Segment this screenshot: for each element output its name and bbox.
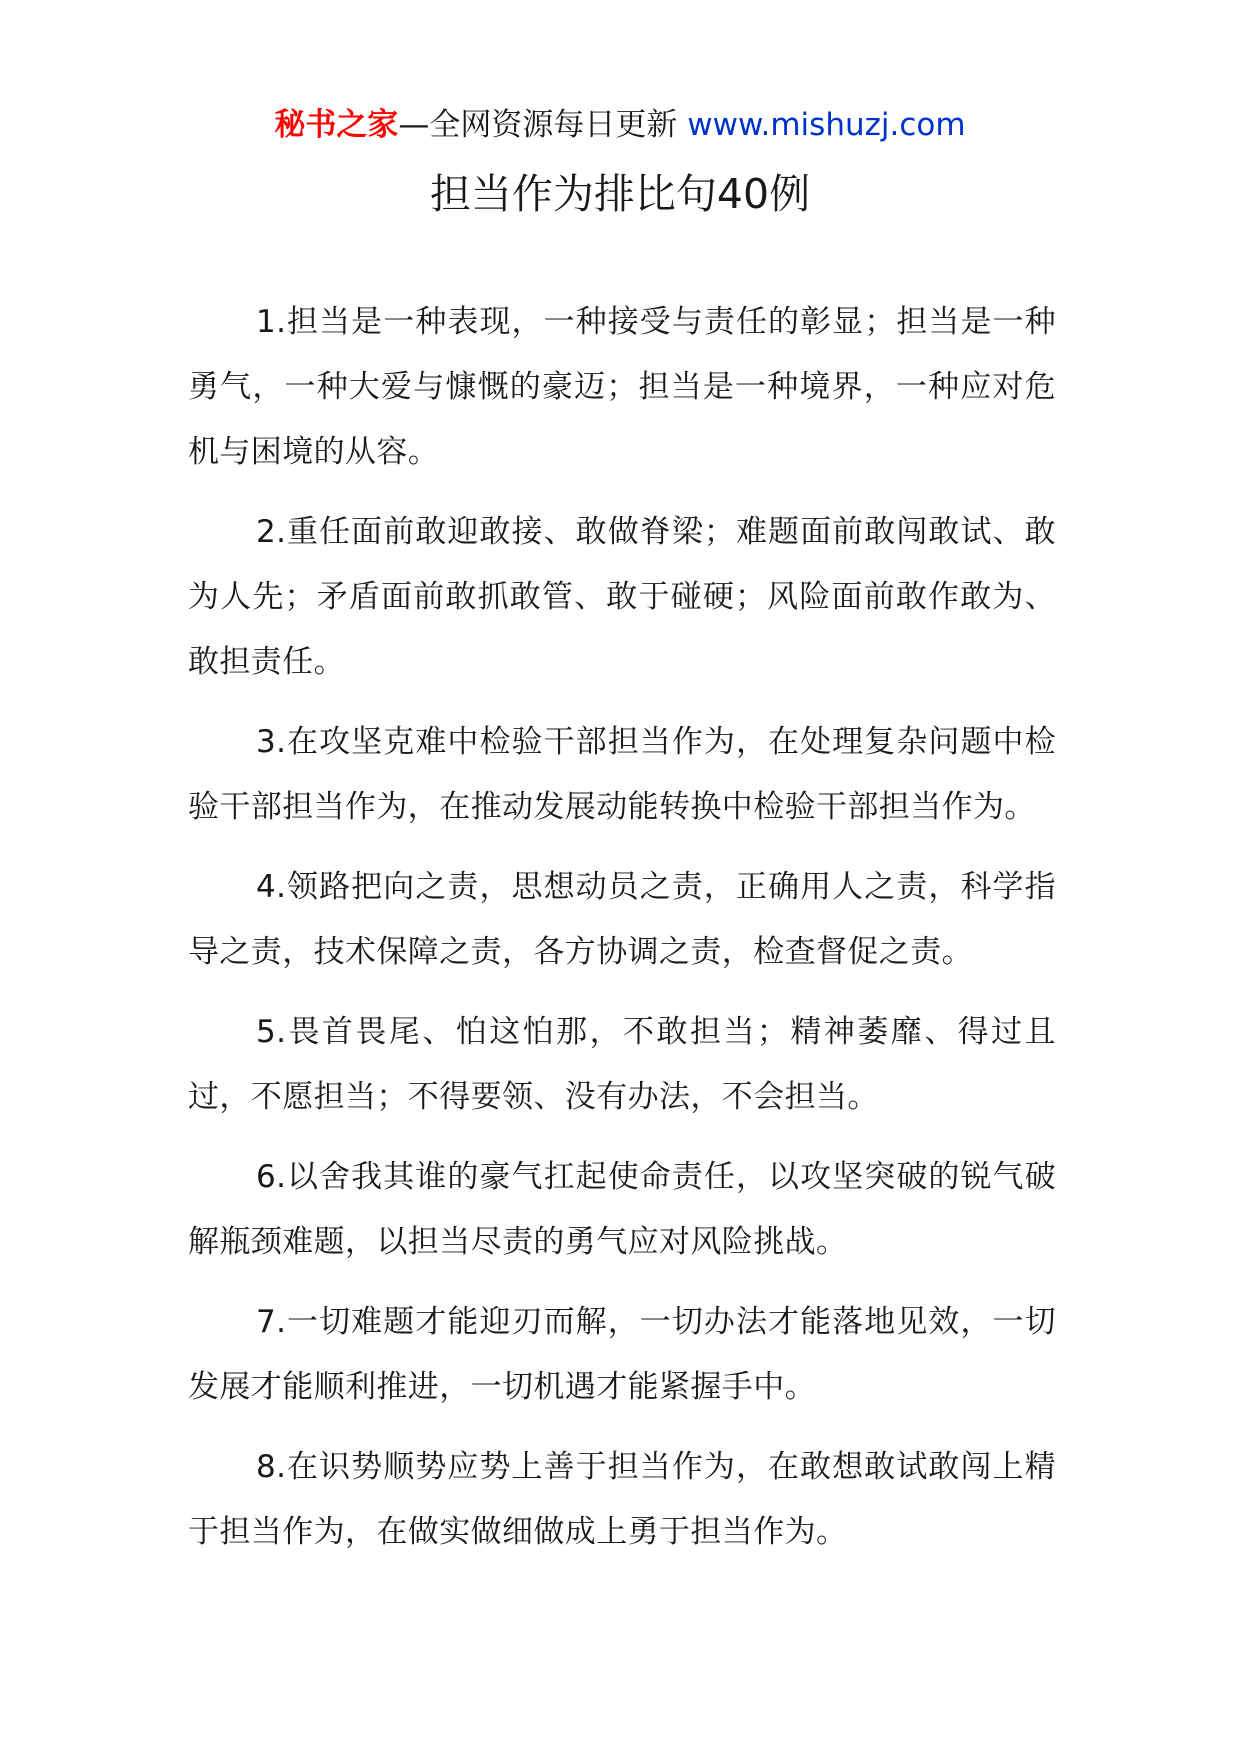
paragraph-2: 2.重任面前敢迎敢接、敢做脊梁；难题面前敢闯敢试、敢为人先；矛盾面前敢抓敢管、敢于碰硬；风险面前敢作敢为、敢担责任。 [188, 514, 1056, 680]
paragraph-6: 6.以舍我其谁的豪气扛起使命责任，以攻坚突破的锐气破解瓶颈难题，以担当尽责的勇气应对风险挑战。 [188, 1159, 1056, 1260]
paragraph-4: 4.领路把向之责，思想动员之责，正确用人之责，科学指导之责，技术保障之责，各方协调之责，检查督促之责。 [188, 869, 1056, 970]
paragraph-3: 3.在攻坚克难中检验干部担当作为，在处理复杂问题中检验干部担当作为，在推动发展动能转换中检验干部担当作为。 [188, 724, 1056, 825]
paragraph-5: 5.畏首畏尾、怕这怕那，不敢担当；精神萎靡、得过且过，不愿担当；不得要领、没有办法，不会担当。 [188, 1014, 1056, 1115]
paragraph-8: 8.在识势顺势应势上善于担当作为，在敢想敢试敢闯上精于担当作为，在做实做细做成上勇于担当作为。 [188, 1449, 1056, 1550]
paragraph-7: 7.一切难题才能迎刃而解，一切办法才能落地见效，一切发展才能顺利推进，一切机遇才能紧握手中。 [188, 1304, 1056, 1405]
site-header [0, 98, 1240, 152]
site-url-link[interactable]: www.mishuzj.com [687, 107, 966, 143]
site-brand: 秘书之家 [274, 107, 399, 143]
site-tagline: —全网资源每日更新 [398, 107, 678, 143]
document-body [188, 290, 1056, 1580]
document-title: 担当作为排比句40例 [429, 170, 811, 218]
paragraph-1: 1.担当是一种表现，一种接受与责任的彰显；担当是一种勇气，一种大爱与慷慨的豪迈；担当是一种境界，一种应对危机与困境的从容。 [188, 304, 1056, 470]
